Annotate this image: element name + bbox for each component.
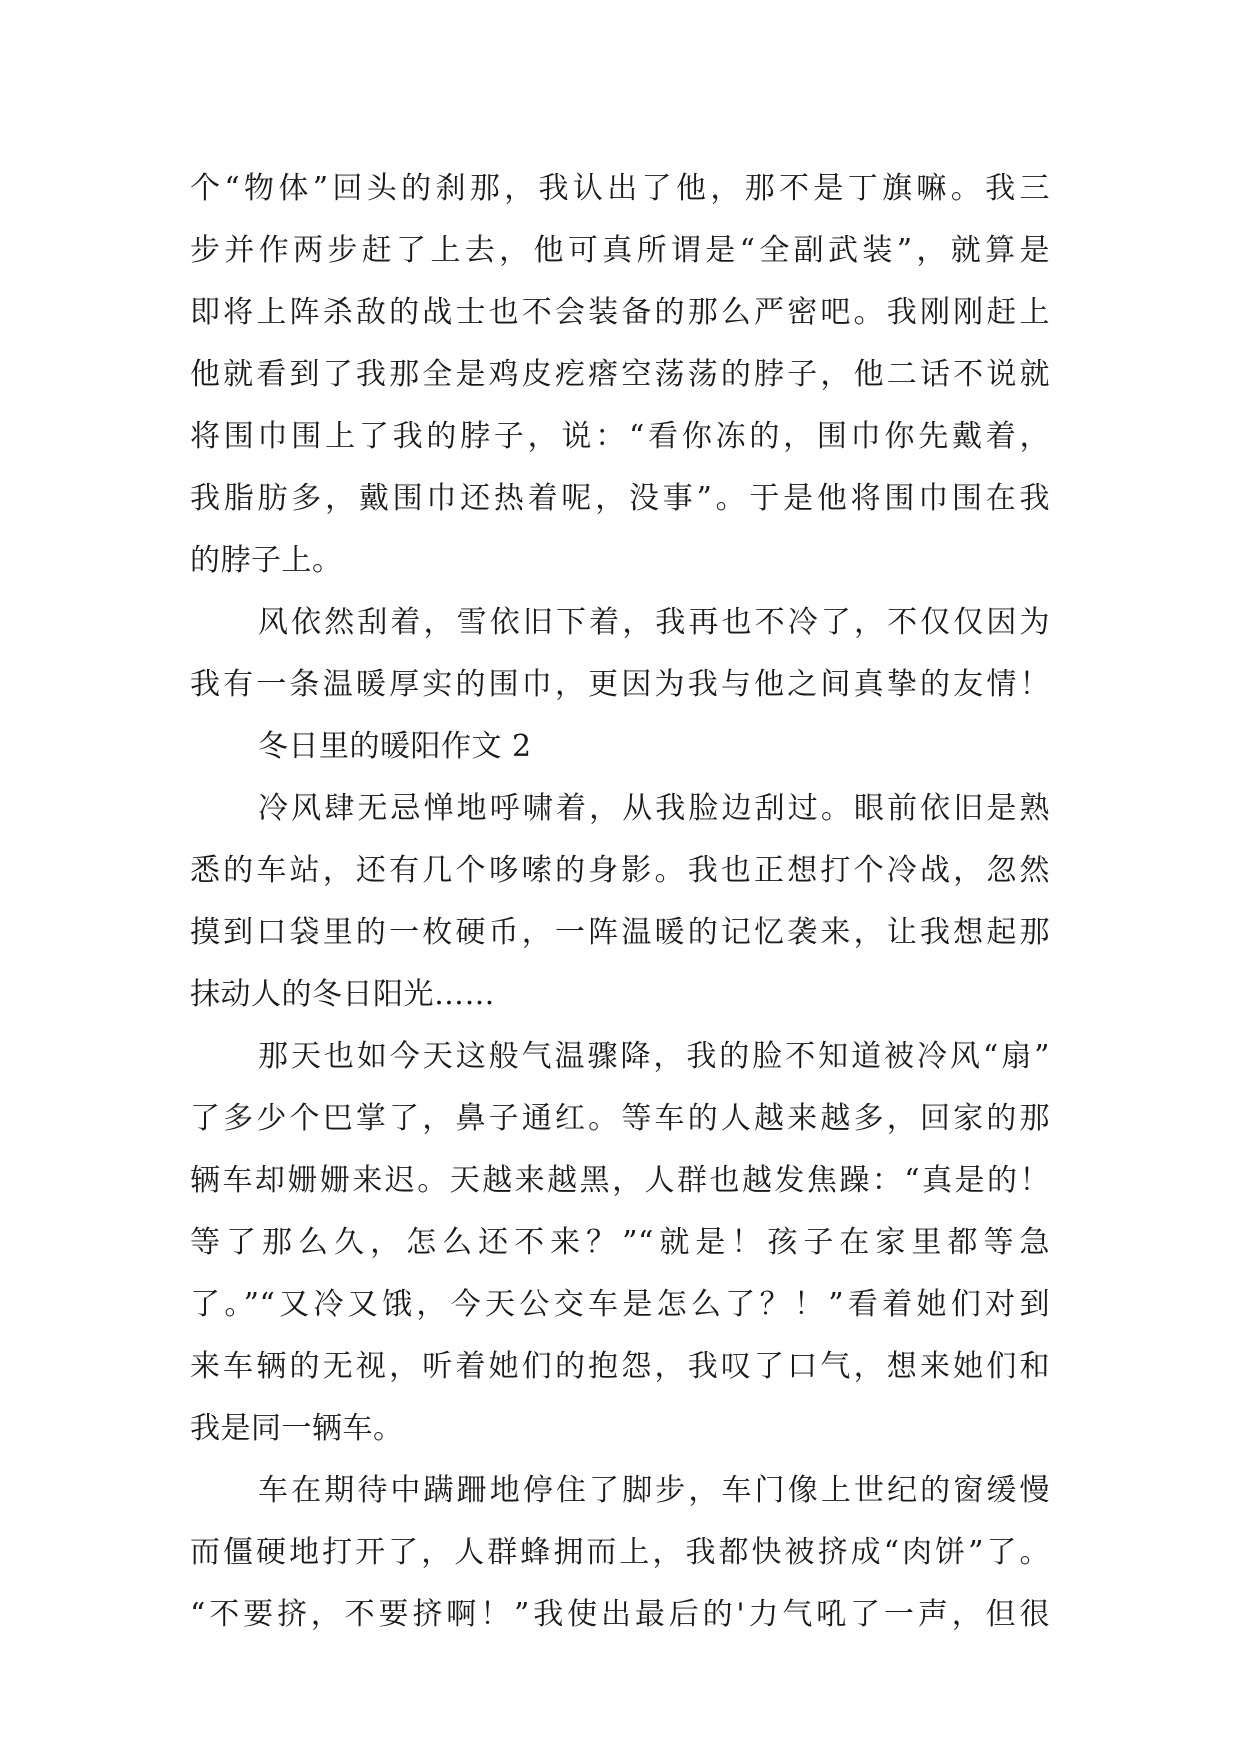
- text-line: 即将上阵杀敌的战士也不会装备的那么严密吧。我刚刚赶上: [190, 295, 1050, 330]
- heading-text: 冬日里的暖阳作文 2: [258, 729, 532, 764]
- text-line: 个“物体”回头的刹那，我认出了他，那不是丁旗嘛。我三: [190, 171, 1050, 206]
- text-line: 的脖子上。: [190, 543, 343, 578]
- text-line: 那天也如今天这般气温骤降，我的脸不知道被冷风“扇”: [258, 1039, 1050, 1074]
- text-line: 他就看到了我那全是鸡皮疙瘩空荡荡的脖子，他二话不说就: [190, 357, 1050, 392]
- text-line: 了。”“又冷又饿，今天公交车是怎么了？！”看着她们对到: [190, 1287, 1050, 1322]
- section-heading: [190, 716, 1050, 778]
- document-body: [190, 158, 1050, 1646]
- paragraph: [190, 1026, 1050, 1460]
- text-line: 将围巾围上了我的脖子，说：“看你冻的，围巾你先戴着，: [190, 419, 1050, 454]
- text-line: 了多少个巴掌了，鼻子通红。等车的人越来越多，回家的那: [190, 1101, 1050, 1136]
- text-line: 冷风肆无忌惮地呼啸着，从我脸边刮过。眼前依旧是熟: [258, 791, 1050, 826]
- paragraph: [190, 778, 1050, 1026]
- text-line: 来车辆的无视，听着她们的抱怨，我叹了口气，想来她们和: [190, 1349, 1050, 1384]
- text-line: 车在期待中蹒跚地停住了脚步，车门像上世纪的窗缓慢: [258, 1473, 1050, 1508]
- text-line: 抹动人的冬日阳光……: [190, 977, 495, 1012]
- text-line: 步并作两步赶了上去，他可真所谓是“全副武装”，就算是: [190, 233, 1050, 268]
- text-line: 摸到口袋里的一枚硬币，一阵温暖的记忆袭来，让我想起那: [190, 915, 1050, 950]
- paragraph: [190, 592, 1050, 716]
- text-line: 而僵硬地打开了，人群蜂拥而上，我都快被挤成“肉饼”了。: [190, 1535, 1050, 1570]
- paragraph: [190, 158, 1050, 592]
- text-line: 悉的车站，还有几个哆嗦的身影。我也正想打个冷战，忽然: [190, 853, 1050, 888]
- paragraph: [190, 1460, 1050, 1646]
- text-line: “不要挤，不要挤啊！”我使出最后的'力气吼了一声，但很: [190, 1597, 1050, 1632]
- text-line: 我有一条温暖厚实的围巾，更因为我与他之间真挚的友情！: [190, 667, 1050, 702]
- text-line: 辆车却姗姗来迟。天越来越黑，人群也越发焦躁：“真是的！: [190, 1163, 1050, 1198]
- text-line: 等了那么久，怎么还不来？”“就是！孩子在家里都等急: [190, 1225, 1050, 1260]
- text-line: 风依然刮着，雪依旧下着，我再也不冷了，不仅仅因为: [258, 605, 1050, 640]
- text-line: 我是同一辆车。: [190, 1411, 404, 1446]
- text-line: 我脂肪多，戴围巾还热着呢，没事”。于是他将围巾围在我: [190, 481, 1050, 516]
